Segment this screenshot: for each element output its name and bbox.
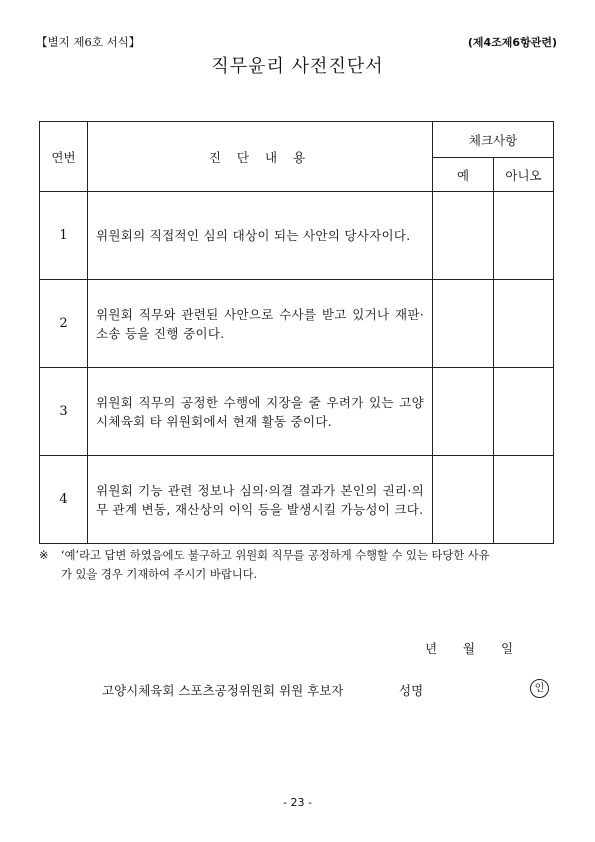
check-no-cell[interactable] [494, 456, 554, 544]
note-line-1 [39, 546, 557, 565]
header-number: 연번 [40, 122, 88, 192]
form-label: 【별지 제6호 서식】 [36, 35, 141, 49]
row-text: 위원회 기능 관련 정보나 심의·의결 결과가 본인의 권리·의무 관계 변동, 재산상의 이익 등을 발생시킬 가능성이 크다. [88, 456, 433, 544]
page-number: - 23 - [283, 796, 312, 809]
note-mark: ※ [39, 549, 49, 562]
check-no-cell[interactable] [494, 368, 554, 456]
name-label: 성명 [399, 683, 424, 698]
header-content [88, 122, 433, 192]
check-yes-cell[interactable] [433, 280, 494, 368]
row-text: 위원회의 직접적인 심의 대상이 되는 사안의 당사자이다. [88, 192, 433, 280]
table-row [40, 368, 554, 456]
table-row [40, 280, 554, 368]
candidate-label: 고양시체육회 스포츠공정위원회 위원 후보자 [102, 683, 344, 698]
check-no-cell[interactable] [494, 192, 554, 280]
check-yes-cell[interactable] [433, 368, 494, 456]
header-no: 아니오 [494, 158, 554, 192]
seal-mark: 인 [530, 679, 549, 698]
row-number: 3 [40, 368, 88, 456]
note-text-1: ‘예’라고 답변 하였음에도 불구하고 위원회 직무를 공정하게 수행할 수 있는 타당한 사유 [61, 549, 490, 562]
date-day: 일 [501, 641, 514, 656]
check-yes-cell[interactable] [433, 456, 494, 544]
date-month: 월 [463, 641, 476, 656]
table-row [40, 456, 554, 544]
note-text-2: 가 있을 경우 기재하여 주시기 바랍니다. [61, 568, 258, 581]
document-title: 직무윤리 사전진단서 [211, 56, 384, 77]
check-yes-cell[interactable] [433, 192, 494, 280]
note [39, 546, 557, 584]
table-row [40, 192, 554, 280]
header-check: 체크사항 [433, 122, 554, 158]
row-number: 4 [40, 456, 88, 544]
date-year: 년 [425, 641, 438, 656]
row-text: 위원회 직무의 공정한 수행에 지장을 줄 우려가 있는 고양시체육회 타 위원회에서 현재 활동 중이다. [88, 368, 433, 456]
header-content-label: 진 단 내 용 [208, 149, 312, 165]
header-yes: 예 [433, 158, 494, 192]
diagnosis-table [39, 121, 554, 544]
check-no-cell[interactable] [494, 280, 554, 368]
row-text: 위원회 직무와 관련된 사안으로 수사를 받고 있거나 재판·소송 등을 진행 중이다. [88, 280, 433, 368]
form-reference: (제4조제6항관련) [467, 36, 557, 49]
note-line-2 [39, 565, 557, 584]
row-number: 2 [40, 280, 88, 368]
row-number: 1 [40, 192, 88, 280]
